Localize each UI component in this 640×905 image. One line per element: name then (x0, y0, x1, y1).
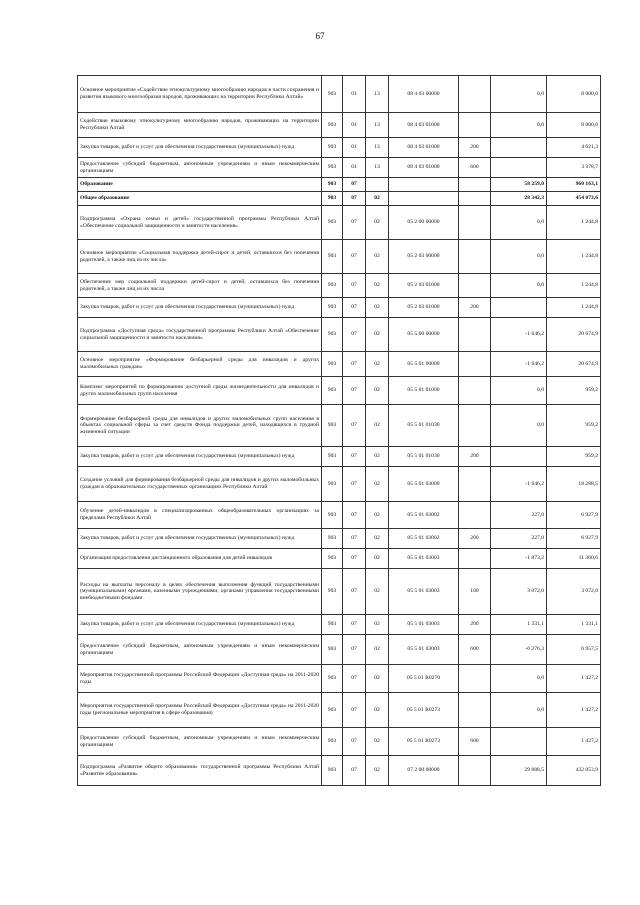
cell-target-article: 05 5 01 01030 (389, 447, 459, 467)
cell-ministry-code: 903 (322, 274, 343, 298)
cell-subsection: 13 (366, 138, 389, 158)
cell-subsection: 02 (366, 635, 389, 665)
cell-target-article: 07 2 00 00000 (389, 756, 459, 786)
cell-subsection: 13 (366, 76, 389, 113)
cell-section: 07 (343, 352, 366, 377)
cell-change: 0,0 (491, 693, 547, 728)
cell-section: 07 (343, 728, 366, 756)
table-row (78, 756, 601, 786)
cell-section: 07 (343, 206, 366, 240)
cell-change: 0,0 (491, 377, 547, 405)
table-row (78, 502, 601, 529)
cell-expense-type (459, 405, 491, 447)
cell-ministry-code: 903 (322, 138, 343, 158)
cell-change: 0,0 (491, 113, 547, 138)
cell-ministry-code: 903 (322, 76, 343, 113)
table-row (78, 76, 601, 113)
cell-section: 01 (343, 158, 366, 178)
cell-expense-type (459, 665, 491, 693)
cell-target-article: 05 5 01 03003 (389, 635, 459, 665)
cell-section: 07 (343, 549, 366, 569)
cell-section: 07 (343, 178, 366, 192)
cell-subsection: 02 (366, 693, 389, 728)
cell-subsection: 02 (366, 502, 389, 529)
cell-change: 3 072,0 (491, 569, 547, 615)
cell-expense-type: 100 (459, 569, 491, 615)
cell-subsection: 02 (366, 377, 389, 405)
cell-target-article: 05 5 01 03002 (389, 502, 459, 529)
cell-section: 07 (343, 240, 366, 274)
cell-change: -1 873,2 (491, 549, 547, 569)
cell-expense-type (459, 549, 491, 569)
cell-change: -1 646,2 (491, 467, 547, 502)
cell-change: 0,0 (491, 274, 547, 298)
cell-subsection: 13 (366, 158, 389, 178)
cell-subsection: 02 (366, 665, 389, 693)
cell-expense-type (459, 377, 491, 405)
cell-name: Предоставление субсидий бюджетным, автономным учреждениям и иным некоммерческим организациям (78, 158, 322, 178)
cell-section: 07 (343, 405, 366, 447)
cell-subsection: 02 (366, 569, 389, 615)
cell-subsection: 02 (366, 549, 389, 569)
cell-section: 07 (343, 756, 366, 786)
cell-amount: 959,2 (547, 405, 601, 447)
cell-expense-type: 600 (459, 635, 491, 665)
cell-amount: 1 427,2 (547, 693, 601, 728)
cell-ministry-code: 903 (322, 240, 343, 274)
table-row (78, 447, 601, 467)
cell-target-article: 08 4 03 01000 (389, 158, 459, 178)
cell-amount: 8 000,0 (547, 76, 601, 113)
cell-expense-type (459, 178, 491, 192)
cell-subsection: 02 (366, 529, 389, 549)
cell-expense-type: 200 (459, 529, 491, 549)
cell-amount: 6 927,9 (547, 529, 601, 549)
cell-change (491, 447, 547, 467)
cell-amount: 3 072,0 (547, 569, 601, 615)
cell-subsection: 13 (366, 113, 389, 138)
cell-ministry-code: 903 (322, 352, 343, 377)
cell-change (491, 728, 547, 756)
table-row (78, 728, 601, 756)
cell-subsection: 02 (366, 192, 389, 206)
cell-name: Основное мероприятие «Формирование безбарьерной среды для инвалидов и других маломобильных граждан» (78, 352, 322, 377)
cell-amount: 20 674,9 (547, 318, 601, 352)
table-row (78, 569, 601, 615)
cell-target-article: 05 2 03 01000 (389, 298, 459, 318)
cell-subsection: 02 (366, 467, 389, 502)
cell-target-article: 05 5 01 03003 (389, 615, 459, 635)
cell-section: 07 (343, 274, 366, 298)
cell-amount: 1 244,8 (547, 240, 601, 274)
table-row (78, 158, 601, 178)
cell-target-article: 05 5 01 R0270 (389, 665, 459, 693)
cell-expense-type: 200 (459, 447, 491, 467)
cell-target-article: 05 5 01 01000 (389, 377, 459, 405)
cell-amount: 454 073,6 (547, 192, 601, 206)
cell-amount: 18 288,5 (547, 467, 601, 502)
cell-ministry-code: 903 (322, 298, 343, 318)
table-row (78, 665, 601, 693)
cell-name: Подпрограмма «Охрана семьи и детей» государственной программы Республики Алтай «Обеспечение социальной защищенности и занятости населения» (78, 206, 322, 240)
cell-expense-type (459, 756, 491, 786)
cell-change: -6 276,3 (491, 635, 547, 665)
cell-amount: 4 621,3 (547, 138, 601, 158)
page-number: 67 (315, 31, 325, 41)
cell-expense-type: 200 (459, 615, 491, 635)
cell-target-article: 05 5 01 R0273 (389, 728, 459, 756)
table-row (78, 529, 601, 549)
cell-subsection: 02 (366, 352, 389, 377)
cell-name: Организация предоставления дистанционного образования для детей инвалидов (78, 549, 322, 569)
cell-name: Создание условий для формирования безбарьерной среды для инвалидов и других маломобильных граждан в образовательных государственных организациях Республики Алтай (78, 467, 322, 502)
cell-ministry-code: 903 (322, 635, 343, 665)
cell-ministry-code: 903 (322, 447, 343, 467)
table-row (78, 206, 601, 240)
table-row (78, 274, 601, 298)
cell-amount: 960 163,1 (547, 178, 601, 192)
cell-ministry-code: 903 (322, 405, 343, 447)
cell-subsection: 02 (366, 240, 389, 274)
cell-change: 0,0 (491, 405, 547, 447)
cell-change (491, 158, 547, 178)
cell-change: -1 646,2 (491, 318, 547, 352)
cell-name: Основное мероприятие «Социальная поддержка детей-сирот и детей, оставшихся без попечения родителей, а также лиц из их числа» (78, 240, 322, 274)
cell-expense-type (459, 467, 491, 502)
cell-name: Предоставление субсидий бюджетным, автономным учреждениям и иным некоммерческим организациям (78, 728, 322, 756)
cell-subsection: 02 (366, 756, 389, 786)
cell-target-article: 05 2 03 01000 (389, 274, 459, 298)
cell-subsection: 02 (366, 274, 389, 298)
cell-amount: 6 927,9 (547, 502, 601, 529)
cell-name: Предоставление субсидий бюджетным, автономным учреждениям и иным некоммерческим организациям (78, 635, 322, 665)
cell-expense-type (459, 502, 491, 529)
table-row (78, 178, 601, 192)
cell-amount: 959,2 (547, 377, 601, 405)
cell-expense-type: 200 (459, 298, 491, 318)
cell-expense-type: 600 (459, 158, 491, 178)
cell-section: 07 (343, 569, 366, 615)
cell-name: Подпрограмма «Доступная среда» государственной программы Республики Алтай «Обеспечение социальной защищенности и занятости населения» (78, 318, 322, 352)
cell-expense-type (459, 240, 491, 274)
cell-subsection: 02 (366, 405, 389, 447)
cell-section: 07 (343, 192, 366, 206)
cell-subsection: 02 (366, 318, 389, 352)
table-body (78, 76, 601, 786)
cell-name: Расходы на выплаты персоналу в целях обеспечения выполнения функций государственными (муниципальными) органами, казенными учреждениями, органами управления государственными внебюджетными фондами (78, 569, 322, 615)
cell-section: 07 (343, 318, 366, 352)
cell-expense-type (459, 76, 491, 113)
cell-amount: 20 674,9 (547, 352, 601, 377)
cell-section: 07 (343, 447, 366, 467)
cell-target-article: 08 4 03 01000 (389, 113, 459, 138)
table-row (78, 138, 601, 158)
cell-change (491, 138, 547, 158)
table-row (78, 352, 601, 377)
table-row (78, 318, 601, 352)
cell-name: Формирование безбарьерной среды для инвалидов и других маломобильных групп населения в объектах социальной сферы за счет средств Фонда поддержки детей, находящихся в трудной жизненной ситуации (78, 405, 322, 447)
table-row (78, 635, 601, 665)
cell-subsection: 02 (366, 447, 389, 467)
cell-name: Закупка товаров, работ и услуг для обеспечения государственных (муниципальных) нужд (78, 615, 322, 635)
cell-change: 29 888,5 (491, 756, 547, 786)
cell-ministry-code: 903 (322, 693, 343, 728)
table-row (78, 377, 601, 405)
cell-ministry-code: 903 (322, 756, 343, 786)
table-row (78, 192, 601, 206)
cell-amount: 432 053,9 (547, 756, 601, 786)
cell-amount: 1 244,8 (547, 274, 601, 298)
cell-section: 07 (343, 467, 366, 502)
cell-section: 07 (343, 693, 366, 728)
table-row (78, 113, 601, 138)
cell-amount: 3 378,7 (547, 158, 601, 178)
cell-name: Мероприятия государственной программы Российской Федерации «Доступная среда» на 2011-2020 годы (региональные мероприятия в сфере образования) (78, 693, 322, 728)
cell-section: 07 (343, 635, 366, 665)
cell-target-article: 05 5 01 00000 (389, 352, 459, 377)
cell-ministry-code: 903 (322, 178, 343, 192)
cell-target-article: 05 5 01 01030 (389, 405, 459, 447)
cell-name: Основное мероприятие «Содействие этнокультурному многообразию народов в части сохранения и развития языкового многообразия народов, проживающих на территории Республики Алтай» (78, 76, 322, 113)
cell-ministry-code: 903 (322, 569, 343, 615)
cell-change: 28 342,3 (491, 192, 547, 206)
cell-amount: 1 331,1 (547, 615, 601, 635)
cell-target-article (389, 178, 459, 192)
cell-target-article: 05 5 01 03000 (389, 467, 459, 502)
cell-target-article: 05 5 01 03003 (389, 549, 459, 569)
cell-name: Обучение детей-инвалидов в специализированных общеобразовательных организациях за пределами Республики Алтай (78, 502, 322, 529)
table-row (78, 693, 601, 728)
cell-subsection (366, 178, 389, 192)
budget-table (77, 75, 601, 786)
cell-amount: 8 000,0 (547, 113, 601, 138)
cell-expense-type (459, 352, 491, 377)
cell-name: Закупка товаров, работ и услуг для обеспечения государственных (муниципальных) нужд (78, 298, 322, 318)
cell-ministry-code: 903 (322, 549, 343, 569)
cell-ministry-code: 903 (322, 615, 343, 635)
cell-expense-type (459, 113, 491, 138)
cell-amount: 11 360,6 (547, 549, 601, 569)
cell-name: Содействие языковому этнокультурному многообразию народов, проживающих на территории Республики Алтай (78, 113, 322, 138)
cell-target-article: 05 5 00 00000 (389, 318, 459, 352)
cell-target-article (389, 192, 459, 206)
cell-subsection: 02 (366, 298, 389, 318)
cell-amount: 6 957,5 (547, 635, 601, 665)
cell-ministry-code: 903 (322, 206, 343, 240)
cell-change: -1 646,2 (491, 352, 547, 377)
cell-section: 01 (343, 113, 366, 138)
table-row (78, 549, 601, 569)
cell-subsection: 02 (366, 206, 389, 240)
cell-ministry-code: 903 (322, 529, 343, 549)
cell-change: 227,0 (491, 529, 547, 549)
cell-expense-type: 200 (459, 138, 491, 158)
cell-section: 07 (343, 529, 366, 549)
cell-amount: 1 427,2 (547, 728, 601, 756)
cell-section: 07 (343, 298, 366, 318)
cell-name: Комплекс мероприятий по формированию доступной среды жизнедеятельности для инвалидов и других маломобильных групп населения (78, 377, 322, 405)
cell-name: Мероприятия государственной программы Российской Федерации «Доступная среда» на 2011-2020 годы (78, 665, 322, 693)
cell-name: Закупка товаров, работ и услуг для обеспечения государственных (муниципальных) нужд (78, 447, 322, 467)
cell-name: Общее образование (78, 192, 322, 206)
cell-name: Закупка товаров, работ и услуг для обеспечения государственных (муниципальных) нужд (78, 138, 322, 158)
table-row (78, 615, 601, 635)
table-row (78, 298, 601, 318)
cell-target-article: 05 2 03 00000 (389, 240, 459, 274)
cell-ministry-code: 903 (322, 158, 343, 178)
cell-section: 07 (343, 615, 366, 635)
cell-expense-type (459, 206, 491, 240)
cell-section: 07 (343, 665, 366, 693)
cell-expense-type (459, 274, 491, 298)
cell-expense-type (459, 192, 491, 206)
cell-section: 07 (343, 502, 366, 529)
cell-amount: 1 244,8 (547, 206, 601, 240)
cell-change: 0,0 (491, 206, 547, 240)
cell-expense-type: 600 (459, 728, 491, 756)
cell-ministry-code: 903 (322, 728, 343, 756)
cell-target-article: 08 4 03 00000 (389, 76, 459, 113)
cell-ministry-code: 903 (322, 665, 343, 693)
cell-change: 0,0 (491, 240, 547, 274)
cell-change: 58 259,0 (491, 178, 547, 192)
cell-subsection: 02 (366, 615, 389, 635)
cell-ministry-code: 903 (322, 377, 343, 405)
table-row (78, 467, 601, 502)
cell-name: Образование (78, 178, 322, 192)
cell-target-article: 05 5 01 03003 (389, 569, 459, 615)
cell-change: 0,0 (491, 76, 547, 113)
table-row (78, 405, 601, 447)
cell-expense-type (459, 318, 491, 352)
cell-name: Обеспечение мер социальной поддержки детей-сирот и детей, оставшихся без попечения родителей, а также лиц из их числа (78, 274, 322, 298)
cell-change: 227,0 (491, 502, 547, 529)
cell-section: 01 (343, 76, 366, 113)
cell-change (491, 298, 547, 318)
cell-ministry-code: 903 (322, 113, 343, 138)
cell-target-article: 05 2 00 00000 (389, 206, 459, 240)
cell-target-article: 08 4 03 01000 (389, 138, 459, 158)
cell-change: 1 331,1 (491, 615, 547, 635)
table-row (78, 240, 601, 274)
cell-amount: 959,2 (547, 447, 601, 467)
cell-target-article: 05 5 01 R0273 (389, 693, 459, 728)
cell-ministry-code: 903 (322, 502, 343, 529)
cell-amount: 1 427,2 (547, 665, 601, 693)
cell-expense-type (459, 693, 491, 728)
cell-amount: 1 244,8 (547, 298, 601, 318)
cell-name: Подпрограмма «Развитие общего образования» государственной программы Республики Алтай «Развитие образования» (78, 756, 322, 786)
cell-ministry-code: 903 (322, 318, 343, 352)
cell-name: Закупка товаров, работ и услуг для обеспечения государственных (муниципальных) нужд (78, 529, 322, 549)
cell-ministry-code: 903 (322, 192, 343, 206)
cell-section: 01 (343, 138, 366, 158)
cell-ministry-code: 903 (322, 467, 343, 502)
cell-section: 07 (343, 377, 366, 405)
cell-subsection: 02 (366, 728, 389, 756)
cell-target-article: 05 5 01 03002 (389, 529, 459, 549)
cell-change: 0,0 (491, 665, 547, 693)
